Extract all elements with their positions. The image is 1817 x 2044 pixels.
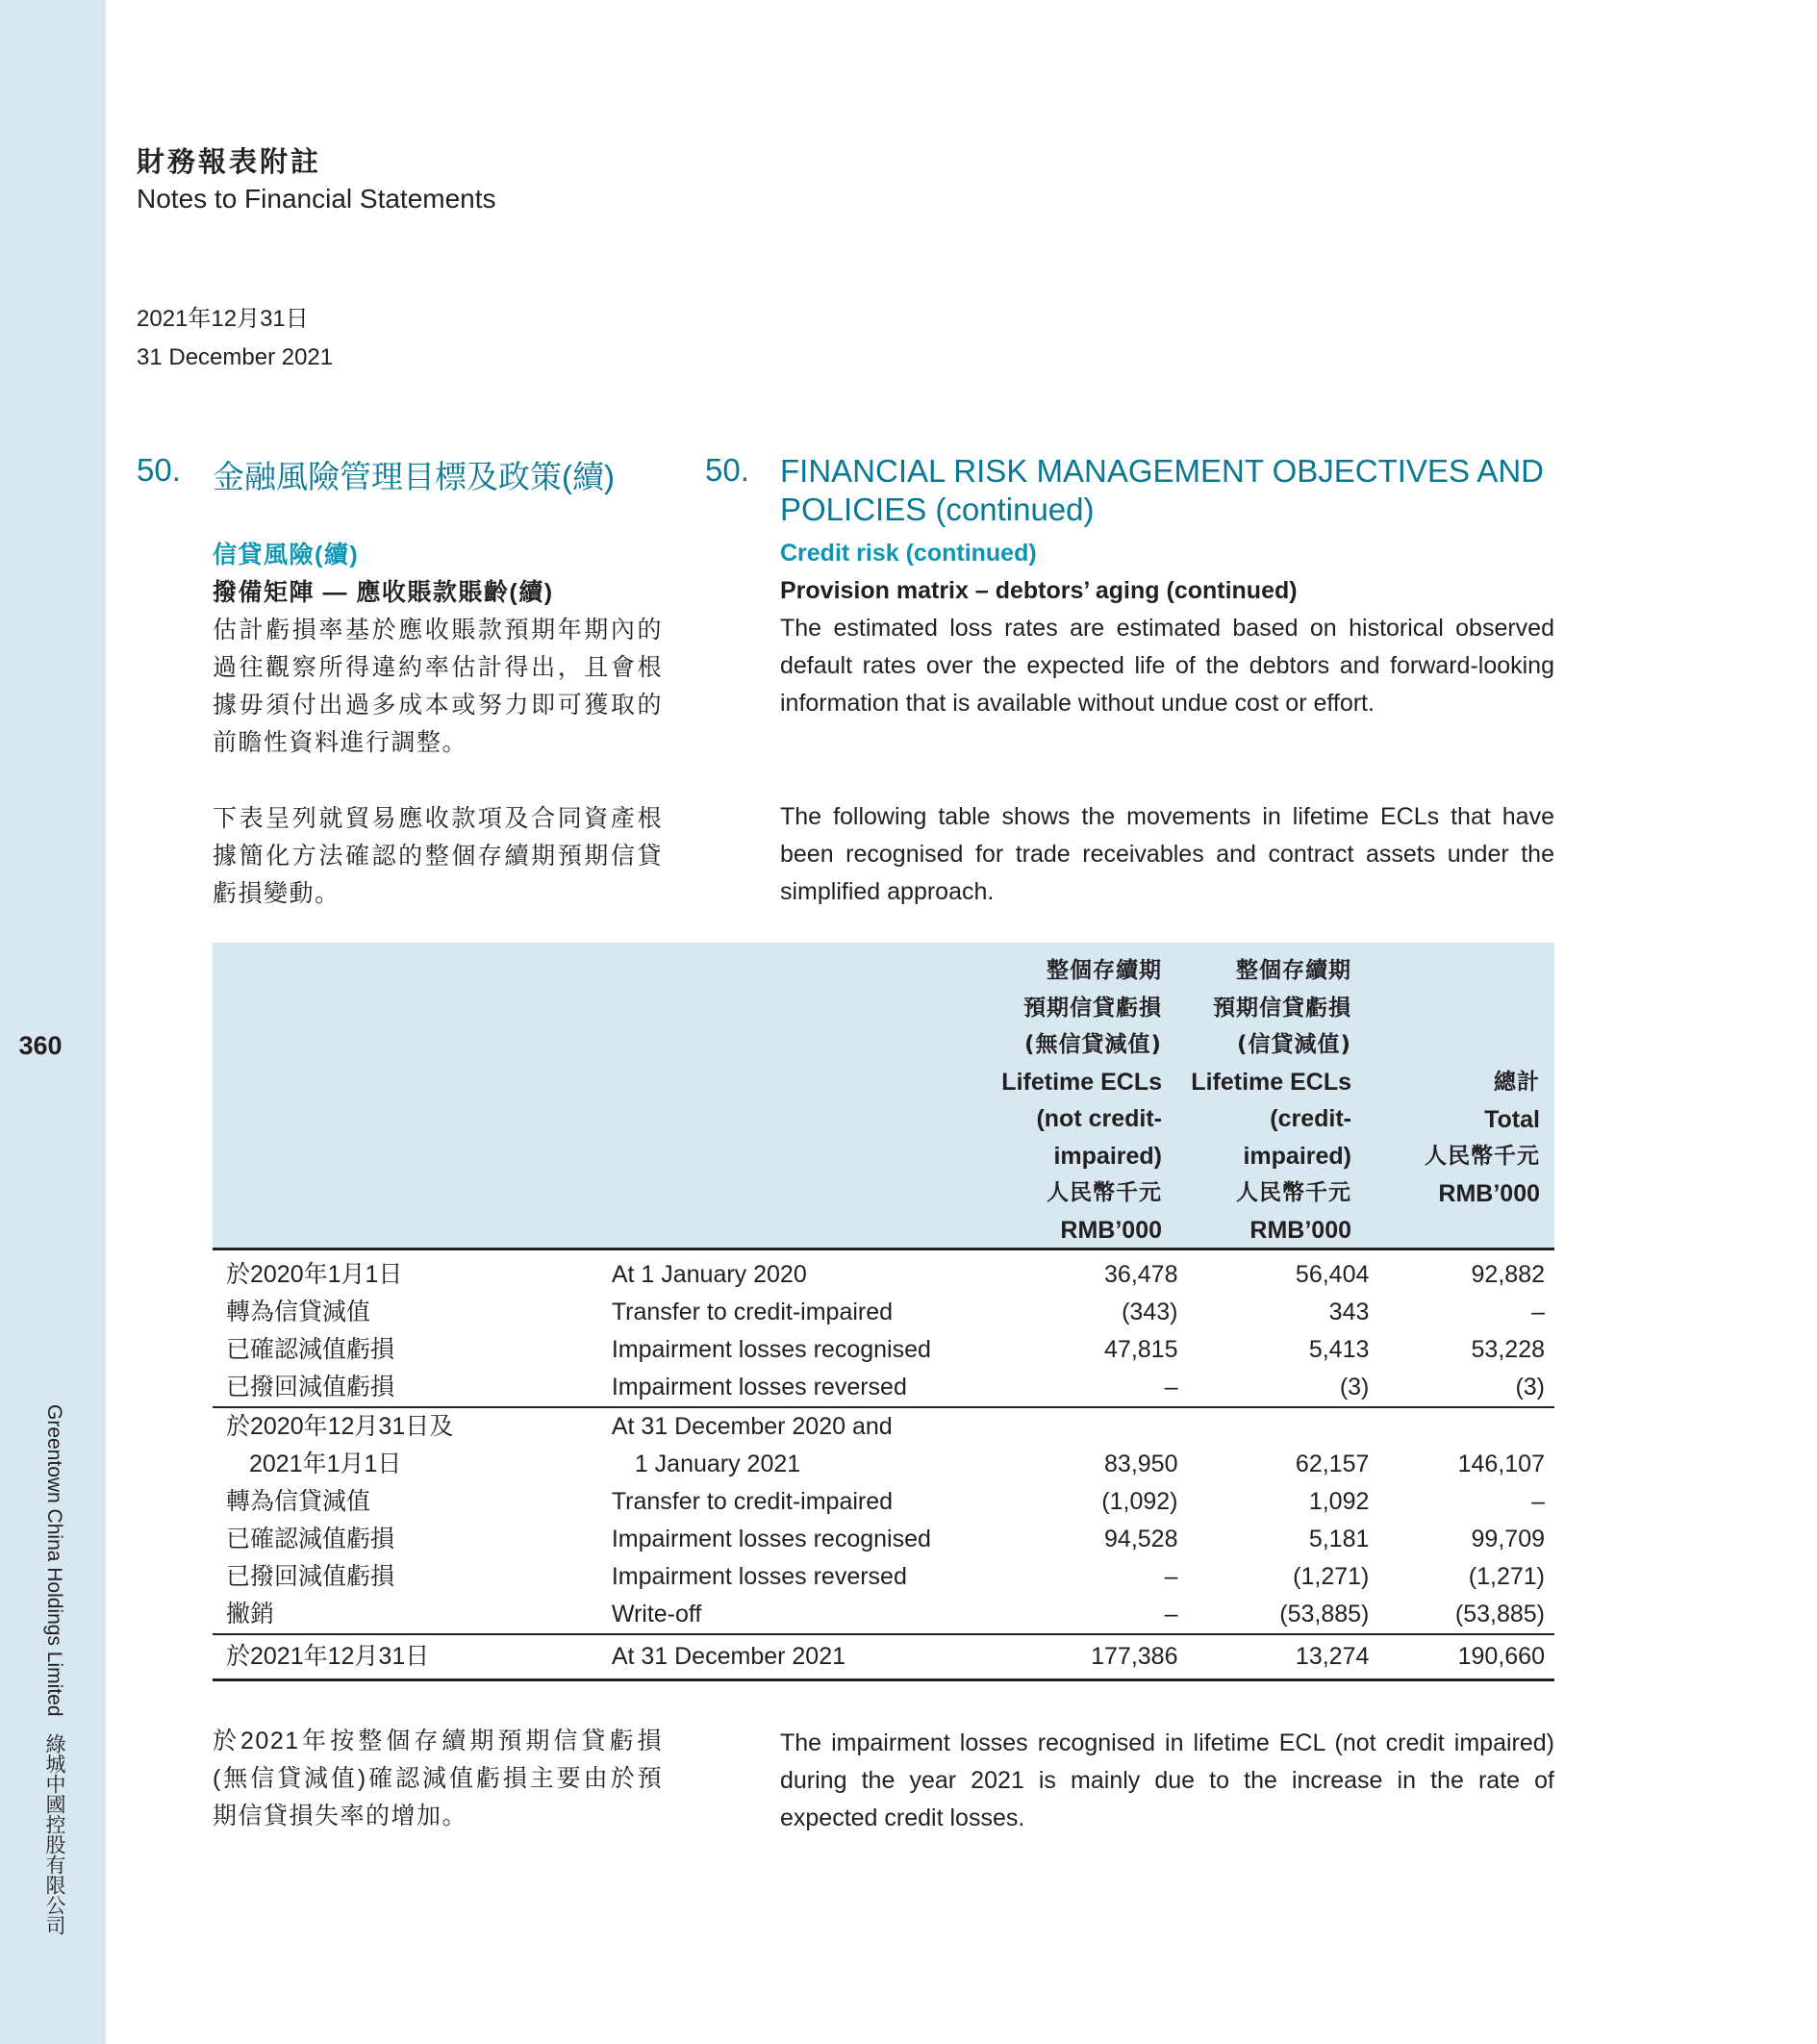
row-label-zh: 已撥回減值虧損	[226, 1374, 395, 1401]
credit-risk-heading-en: Credit risk (continued)	[780, 540, 1037, 567]
table-row	[213, 1294, 1554, 1331]
company-name-en: Greentown China Holdings Limited	[43, 1404, 65, 1717]
row-label-zh: 於2021年12月31日	[213, 1634, 612, 1680]
table-row	[213, 1521, 1554, 1558]
table-row-closing-balance	[213, 1634, 1554, 1680]
value-credit-impaired: 5,181	[1308, 1526, 1370, 1552]
value-credit-impaired: (3)	[1339, 1374, 1370, 1401]
section-title-en-line2: POLICIES (continued)	[780, 492, 1095, 527]
row-label-zh: 已確認減值虧損	[226, 1526, 395, 1552]
value-not-credit-impaired: 177,386	[998, 1634, 1183, 1680]
table-row	[213, 1331, 1554, 1369]
row-label-zh: 於2020年12月31日及	[213, 1407, 612, 1446]
table-row	[213, 1483, 1554, 1521]
value-total: (1,271)	[1468, 1563, 1545, 1590]
value-not-credit-impaired: –	[1164, 1601, 1178, 1628]
para2-zh: 下表呈列就貿易應收款項及合同資產根據簡化方法確認的整個存續期預期信貸虧損變動。	[213, 805, 663, 907]
row-label-en: Impairment losses recognised	[611, 1526, 931, 1552]
value-credit-impaired: 5,413	[1308, 1336, 1370, 1363]
date-zh: 2021年12月31日	[137, 306, 309, 332]
value-not-credit-impaired: 83,950	[1104, 1451, 1178, 1477]
value-total: (3)	[1515, 1374, 1545, 1401]
row-label-en: Transfer to credit-impaired	[611, 1299, 894, 1325]
value-total	[1375, 1407, 1554, 1446]
row-label-zh: 已確認減值虧損	[226, 1336, 395, 1363]
value-credit-impaired: 62,157	[1295, 1451, 1370, 1477]
para3-zh: 於2021年按整個存續期預期信貸虧損(無信貸減值)確認減值虧損主要由於預期信貸損失率的增加。	[213, 1728, 663, 1830]
row-label-en: At 1 January 2020	[611, 1261, 807, 1288]
value-not-credit-impaired: –	[1164, 1563, 1178, 1590]
row-label-zh: 轉為信貸減值	[226, 1299, 371, 1325]
date-en: 31 December 2021	[137, 344, 334, 370]
para2-en: The following table shows the movements in lifetime ECLs that have been recognised for trade receivables and contract assets under the simplified approach.	[780, 803, 1554, 905]
table-body	[213, 1250, 1554, 1681]
report-date	[137, 300, 333, 377]
value-not-credit-impaired: 36,478	[1104, 1261, 1178, 1288]
value-total: (53,885)	[1454, 1601, 1545, 1628]
value-not-credit-impaired: (1,092)	[1101, 1488, 1178, 1515]
row-label-en: At 31 December 2021	[612, 1634, 999, 1680]
value-total: 92,882	[1471, 1261, 1545, 1288]
table-row	[213, 1446, 1554, 1483]
para1-zh: 估計虧損率基於應收賬款預期年期內的過往觀察所得違約率估計得出，且會根據毋須付出過多成本或努力即可獲取的前瞻性資料進行調整。	[213, 617, 663, 756]
company-name-zh: 綠城中國控股有限公司	[43, 1733, 65, 1936]
section-title-en-line1: FINANCIAL RISK MANAGEMENT OBJECTIVES AND	[780, 453, 1544, 489]
ecl-movement-table	[213, 943, 1554, 1681]
table-row	[213, 1369, 1554, 1407]
row-label-zh: 於2020年1月1日	[226, 1261, 403, 1288]
row-label-en: Write-off	[611, 1601, 702, 1628]
page-header	[137, 140, 496, 214]
row-label-en: Transfer to credit-impaired	[611, 1488, 894, 1515]
value-total: 146,107	[1457, 1451, 1545, 1477]
table-row	[213, 1596, 1554, 1634]
row-label-en: Impairment losses reversed	[611, 1374, 907, 1401]
page-number: 360	[18, 1031, 63, 1060]
value-credit-impaired: 1,092	[1308, 1488, 1370, 1515]
value-total: –	[1531, 1488, 1545, 1515]
col-header-credit-impaired: 整個存續期 預期信貸虧損 (信貸減值) Lifetime ECLs (credit- impaired) 人民幣千元 RMB’000	[1191, 958, 1351, 1244]
value-not-credit-impaired: (343)	[1122, 1299, 1178, 1325]
row-label-zh: 轉為信貸減值	[226, 1488, 371, 1515]
value-not-credit-impaired: –	[1164, 1374, 1178, 1401]
value-not-credit-impaired	[998, 1407, 1183, 1446]
table-row	[213, 1407, 1554, 1446]
row-label-en: At 31 December 2020 and	[612, 1407, 999, 1446]
section-number-zh: 50.	[137, 452, 181, 488]
value-total: 99,709	[1471, 1526, 1545, 1552]
value-total: 53,228	[1471, 1336, 1545, 1363]
value-credit-impaired: 56,404	[1295, 1261, 1370, 1288]
credit-risk-heading-zh: 信貸風險(續)	[213, 542, 360, 568]
value-credit-impaired: (1,271)	[1293, 1563, 1370, 1590]
row-label-zh: 撇銷	[226, 1601, 275, 1628]
credit-risk-block-en	[780, 535, 1554, 722]
value-not-credit-impaired: 94,528	[1104, 1526, 1178, 1552]
value-total: –	[1531, 1299, 1545, 1325]
table-row	[213, 1250, 1554, 1294]
row-label-zh: 已撥回減值虧損	[226, 1563, 395, 1590]
table-row	[213, 1558, 1554, 1596]
row-label-zh: 2021年1月1日	[249, 1451, 402, 1477]
value-credit-impaired	[1183, 1407, 1375, 1446]
value-not-credit-impaired: 47,815	[1104, 1336, 1178, 1363]
section-title-zh: 金融風險管理目標及政策(續)	[213, 459, 615, 494]
value-total: 190,660	[1375, 1634, 1554, 1680]
value-credit-impaired: 13,274	[1183, 1634, 1375, 1680]
row-label-en: Impairment losses reversed	[611, 1563, 907, 1590]
row-label-en: 1 January 2021	[634, 1451, 801, 1477]
section-number-en: 50.	[705, 452, 749, 488]
para1-en: The estimated loss rates are estimated based on historical observed default rates over the expected life of the debtors and forward-looking information that is available without undue cost or effort.	[780, 615, 1554, 717]
table-header	[213, 943, 1554, 1250]
value-credit-impaired: (53,885)	[1279, 1601, 1370, 1628]
para3-en: The impairment losses recognised in lifetime ECL (not credit impaired) during the year 2021 is mainly due to the increase in the rate of expected credit losses.	[780, 1729, 1554, 1831]
company-name-vertical	[39, 1404, 68, 1935]
provision-heading-zh: 撥備矩陣 — 應收賬款賬齡(續)	[213, 579, 554, 606]
header-title-en: Notes to Financial Statements	[137, 184, 496, 214]
col-header-total: 總計 Total 人民幣千元 RMB’000	[1425, 1070, 1540, 1207]
header-title-zh: 財務報表附註	[137, 145, 322, 178]
section-title-en	[780, 452, 1569, 529]
provision-heading-en: Provision matrix – debtors’ aging (continued)	[780, 577, 1298, 604]
credit-risk-block-zh	[213, 537, 663, 762]
row-label-en: Impairment losses recognised	[611, 1336, 931, 1363]
col-header-not-credit-impaired: 整個存續期 預期信貸虧損 (無信貸減值) Lifetime ECLs (not credit- impaired) 人民幣千元 RMB’000	[1001, 958, 1162, 1244]
value-credit-impaired: 343	[1328, 1299, 1370, 1325]
